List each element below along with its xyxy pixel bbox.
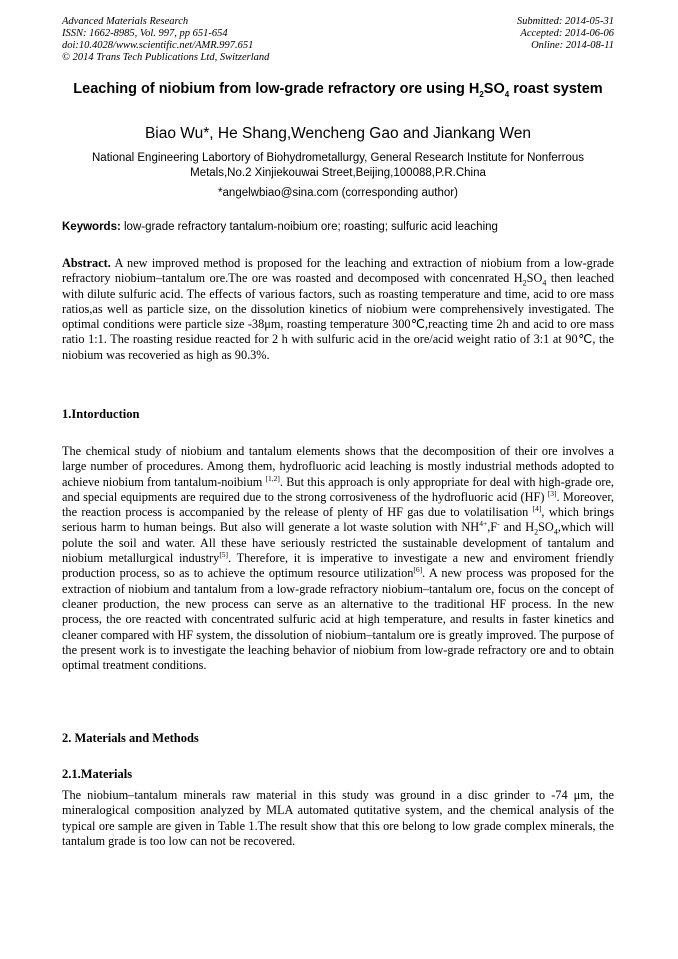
journal-doi: doi:10.4028/www.scientific.net/AMR.997.651 [62, 40, 254, 51]
keywords-text: low-grade refractory tantalum-noibium ore; roasting; sulfuric acid leaching [120, 221, 498, 233]
journal-name: Advanced Materials Research [62, 16, 189, 27]
materials-paragraph: The niobium–tantalum minerals raw material in this study was ground in a disc grinder to -74 μm, the mineralogical composition analyzed by MLA automated qutitative system, and the chemical analysis of the typical ore sample are given in Table 1.The result show that this ore belong to low grade complex minerals, the tantalum grade is too low can not be recovered. [62, 788, 614, 848]
paper-authors: Biao Wu*, He Shang,Wencheng Gao and Jiankang Wen [144, 125, 532, 142]
submitted-date: Submitted: 2014-05-31 [516, 16, 614, 27]
journal-issn: ISSN: 1662-8985, Vol. 997, pp 651-654 [62, 28, 228, 39]
keywords-label: Keywords: [62, 221, 121, 233]
author-affiliation: National Engineering Labortory of Biohydrometallurgy, General Research Institute for Nonferrous Metals,No.2 Xinjiekouwai Street,Beijing,100088,P.R.China [92, 152, 584, 179]
paper-title: Leaching of niobium from low-grade refractory ore using $H_2SO_4$ roast system [73, 81, 603, 99]
section-heading-introduction: 1.Intorduction [62, 407, 140, 421]
accepted-date: Accepted: 2014-06-06 [520, 28, 614, 39]
online-date: Online: 2014-08-11 [531, 40, 614, 51]
keywords [62, 220, 614, 235]
section-heading-materials-methods: 2. Materials and Methods [62, 731, 199, 745]
abstract-label: Abstract. [62, 256, 111, 270]
corresponding-email: *angelwbiao@sina.com (corresponding author) [218, 187, 458, 199]
abstract: Abstract. A new improved method is proposed for the leaching and extraction of niobium from a low-grade refractory niobium–tantalum ore.The ore was roasted and decomposed with concenrated $H_2SO_4$ then leached with dilute sulfuric acid. The effects of various factors, such as roasting temperature and time, acid to ore mass ratios,as well as particle size, on the dissolution kinetics of niobium were comprehensively investigated. The optimal conditions were particle size -38μm, roasting temperature 300℃,reacting time 2h and acid to ore mass ratio 1:1. The roasting residue reacted for 2 h with sulfuric acid in the ore/acid weight ratio of 3:1 at 90℃, the niobium was recoveried as high as 90.3%. [62, 256, 614, 362]
introduction-paragraph: The chemical study of niobium and tantalum elements shows that the decomposition of their ore involves a large number of procedures. Among them, hydrofluoric acid leaching is mostly industrial methods adopted to achieve niobium from tantalum-noibium [1,2]. But this approach is only appropriate for deal with high-grade ore, and special equipments are required due to the strong corrosiveness of the hydrofluoric acid (HF) [3]. Moreover, the reaction process is accompanied by the release of plenty of HF gas due to volatilisation [4], which brings serious harm to human beings. But also will generate a lot waste solution with $NH^{4+},F^-$ and $H_2SO_4,which$ will polute the soil and water. All these have seriously restricted the sustainable development of tantalum and niobium metallurgical industry[5]. Therefore, it is imperative to investigate a new and enviroment friendly production process, so as to achieve the optimum resource utilization[6]. A new process was proposed for the extraction of niobium and tantalum from a low-grade refractory niobium–tantalum ore, focus on the concept of cleaner production, the new process can serve as an alternative to the traditional HF process. In the new process, the ore reacted with concentrated sulfuric acid at high temperature, and results in faster kinetics and cleaner compared with HF system, the dissolution of niobium–tantalum ore is greatly improved. The purpose of the present work is to investigate the leaching behavior of niobium from low-grade refractory ore and to obtain optimal treatment conditions. [62, 444, 615, 673]
subsection-heading-materials: 2.1.Materials [62, 767, 133, 781]
publication-dates [517, 16, 614, 52]
journal-copyright: © 2014 Trans Tech Publications Ltd, Switzerland [62, 52, 270, 63]
journal-info [62, 16, 269, 64]
